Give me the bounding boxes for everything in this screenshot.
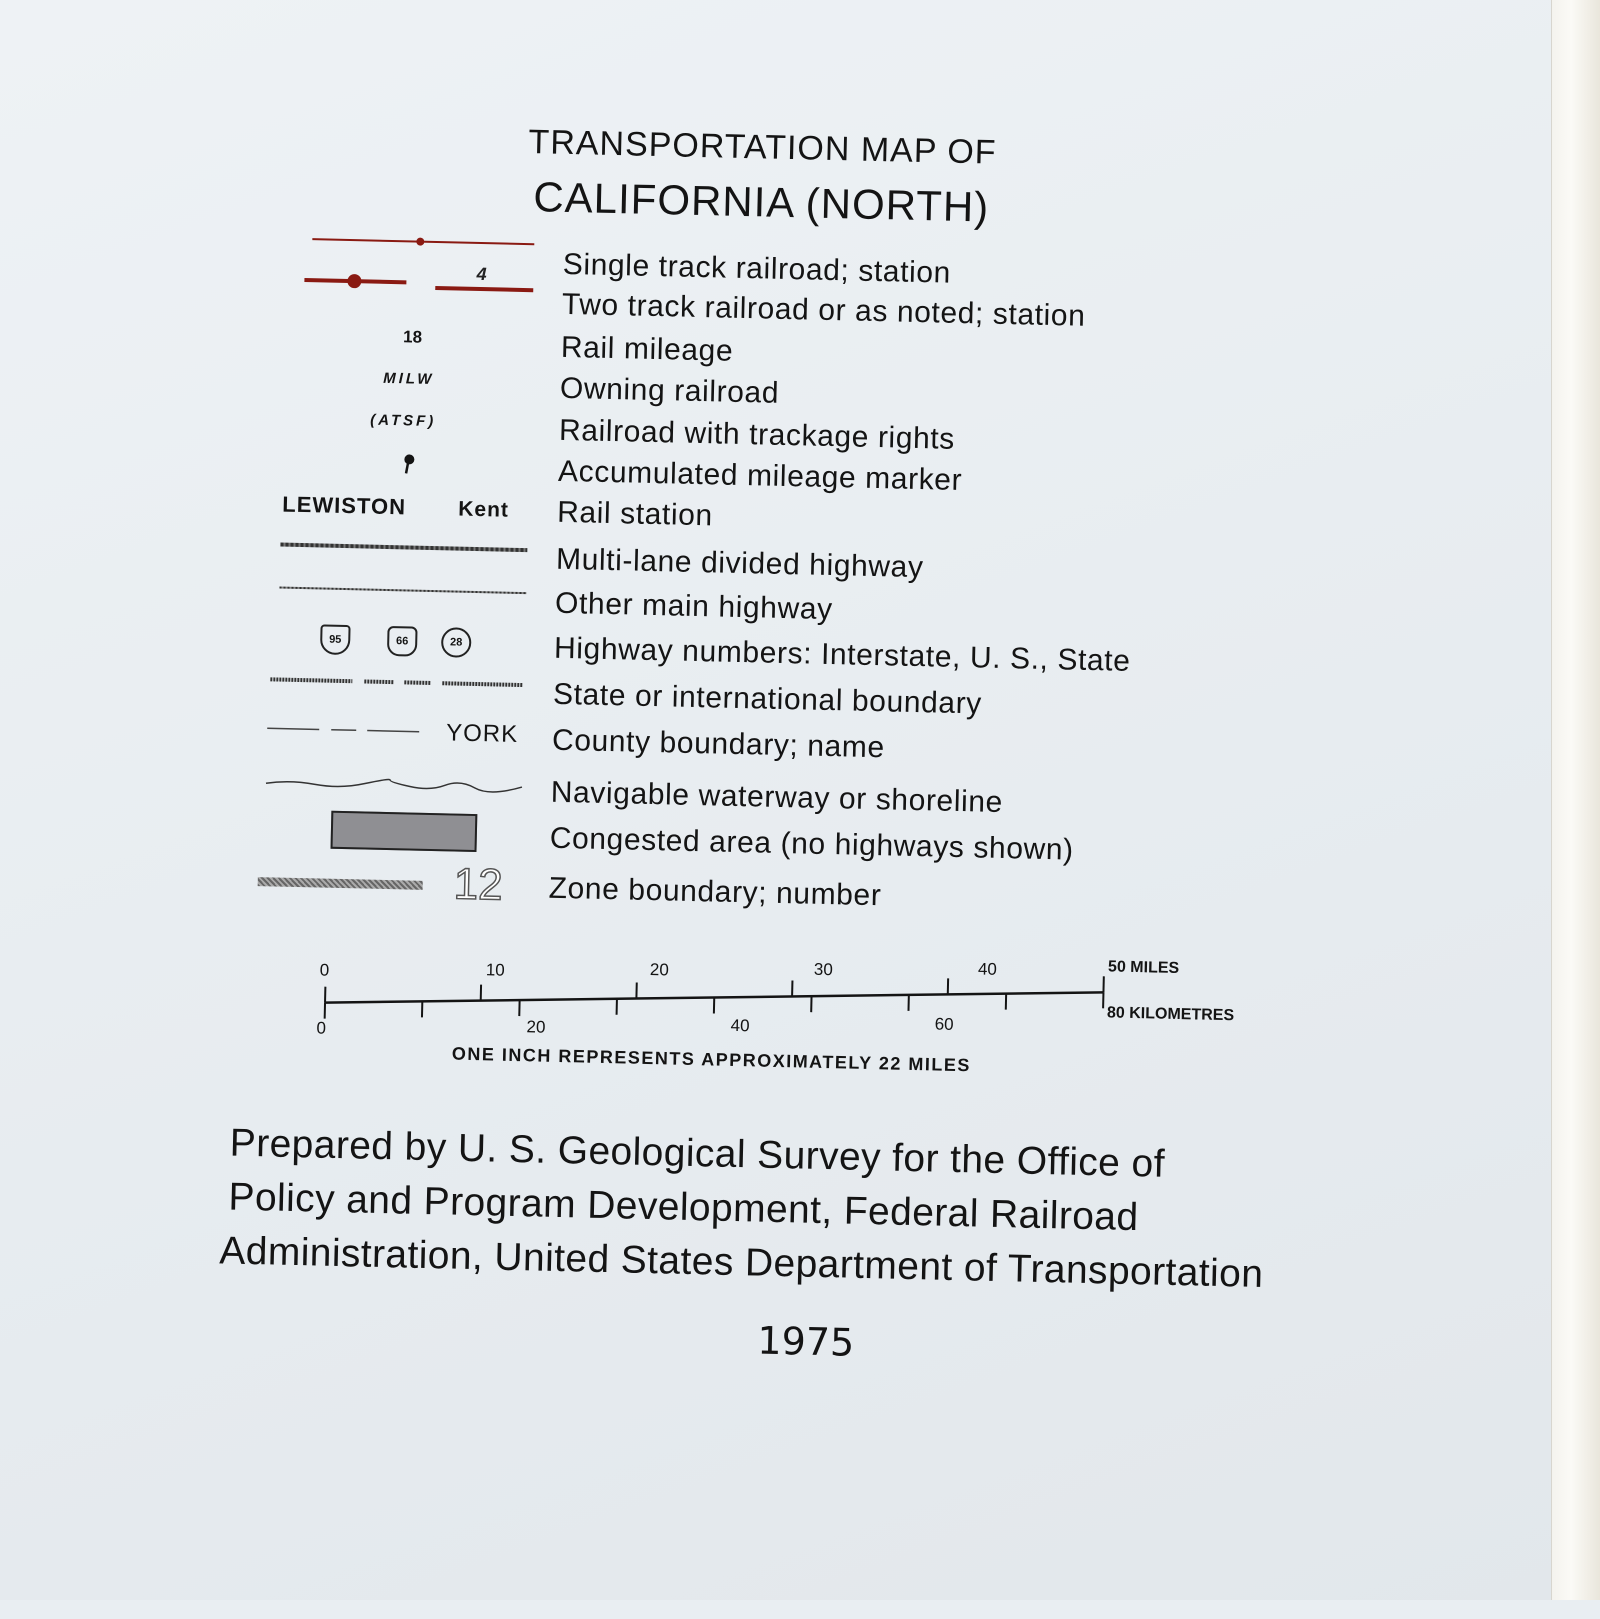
county-name-text: YORK [446,719,519,749]
legend-label: Highway numbers: Interstate, U. S., State [554,632,1131,679]
station-name-lower: Kent [458,498,509,523]
miles-tick-label: 40 [978,959,997,979]
credit-line2: Policy and Program Development, Federal Railroad [228,1171,1389,1251]
highway-shields [263,621,534,667]
credit-line3: Administration, United States Department of Transportation [219,1224,1380,1304]
trackage-rights-symbol [268,403,539,449]
owning-railroad-text: MILW [383,370,435,388]
legend-label: Navigable waterway or shoreline [550,776,1003,820]
waterway-symbol [259,765,530,811]
legend-label: Other main highway [555,587,833,627]
zone-boundary-symbol [257,861,528,907]
scale-note: ONE INCH REPRESENTS APPROXIMATELY 22 MILES [452,1044,971,1077]
legend-label: Rail mileage [561,331,734,369]
rail-mileage-symbol [270,320,541,366]
miles-tick-label: 0 [320,961,330,981]
owning-railroad-symbol [269,361,540,407]
legend-label: Multi-lane divided highway [556,543,924,585]
state-highway-shield-icon: 28 [441,627,472,658]
state-boundary-symbol [262,667,533,713]
legend-label: Rail station [557,496,713,534]
km-tick-label: 40 [730,1016,749,1036]
county-boundary-symbol [261,713,532,759]
legend-label: Two track railroad or as noted; station [562,288,1086,334]
mileage-marker-icon [267,444,538,490]
scale-bar [311,940,1264,1092]
interstate-shield-icon: 95 [320,624,351,655]
credit-line1: Prepared by U. S. Geological Survey for the Office of [229,1117,1390,1197]
miles-tick-label: 20 [650,960,669,980]
station-name-caps: LEWISTON [282,492,406,521]
legend-label: Congested area (no highways shown) [549,822,1074,868]
km-tick-label: 0 [316,1018,326,1038]
two-track-symbol [271,277,542,323]
miles-tick-label: 30 [814,960,833,980]
km-tick-label: 60 [934,1015,953,1035]
legend-label: Owning railroad [560,372,780,411]
map-title-line1: TRANSPORTATION MAP OF [312,118,1213,177]
congested-area-symbol [258,811,529,857]
legend-label: County boundary; name [552,724,885,766]
rail-mileage-text: 18 [403,327,422,347]
us-highway-shield-icon: 66 [387,626,418,657]
zone-number-text: 12 [453,860,503,911]
miles-tick-label: 50 MILES [1108,958,1180,978]
legend-label: Accumulated mileage marker [558,455,963,498]
legend-label: Zone boundary; number [548,872,881,914]
legend-label: Single track railroad; station [562,248,951,291]
km-tick-label: 80 KILOMETRES [1107,1004,1235,1025]
divided-highway-symbol [265,532,536,578]
rail-station-symbol [266,485,537,531]
main-highway-symbol [264,576,535,622]
legend-label: Railroad with trackage rights [559,414,956,457]
trackage-rights-text: (ATSF) [370,412,436,430]
publication-year: 1975 [757,1319,855,1365]
single-track-symbol [271,237,542,283]
track-count-text: 4 [476,264,489,285]
miles-tick-label: 10 [486,960,505,980]
km-tick-label: 20 [526,1017,545,1037]
map-title-line2: CALIFORNIA (NORTH) [311,168,1212,236]
legend-label: State or international boundary [553,678,983,722]
